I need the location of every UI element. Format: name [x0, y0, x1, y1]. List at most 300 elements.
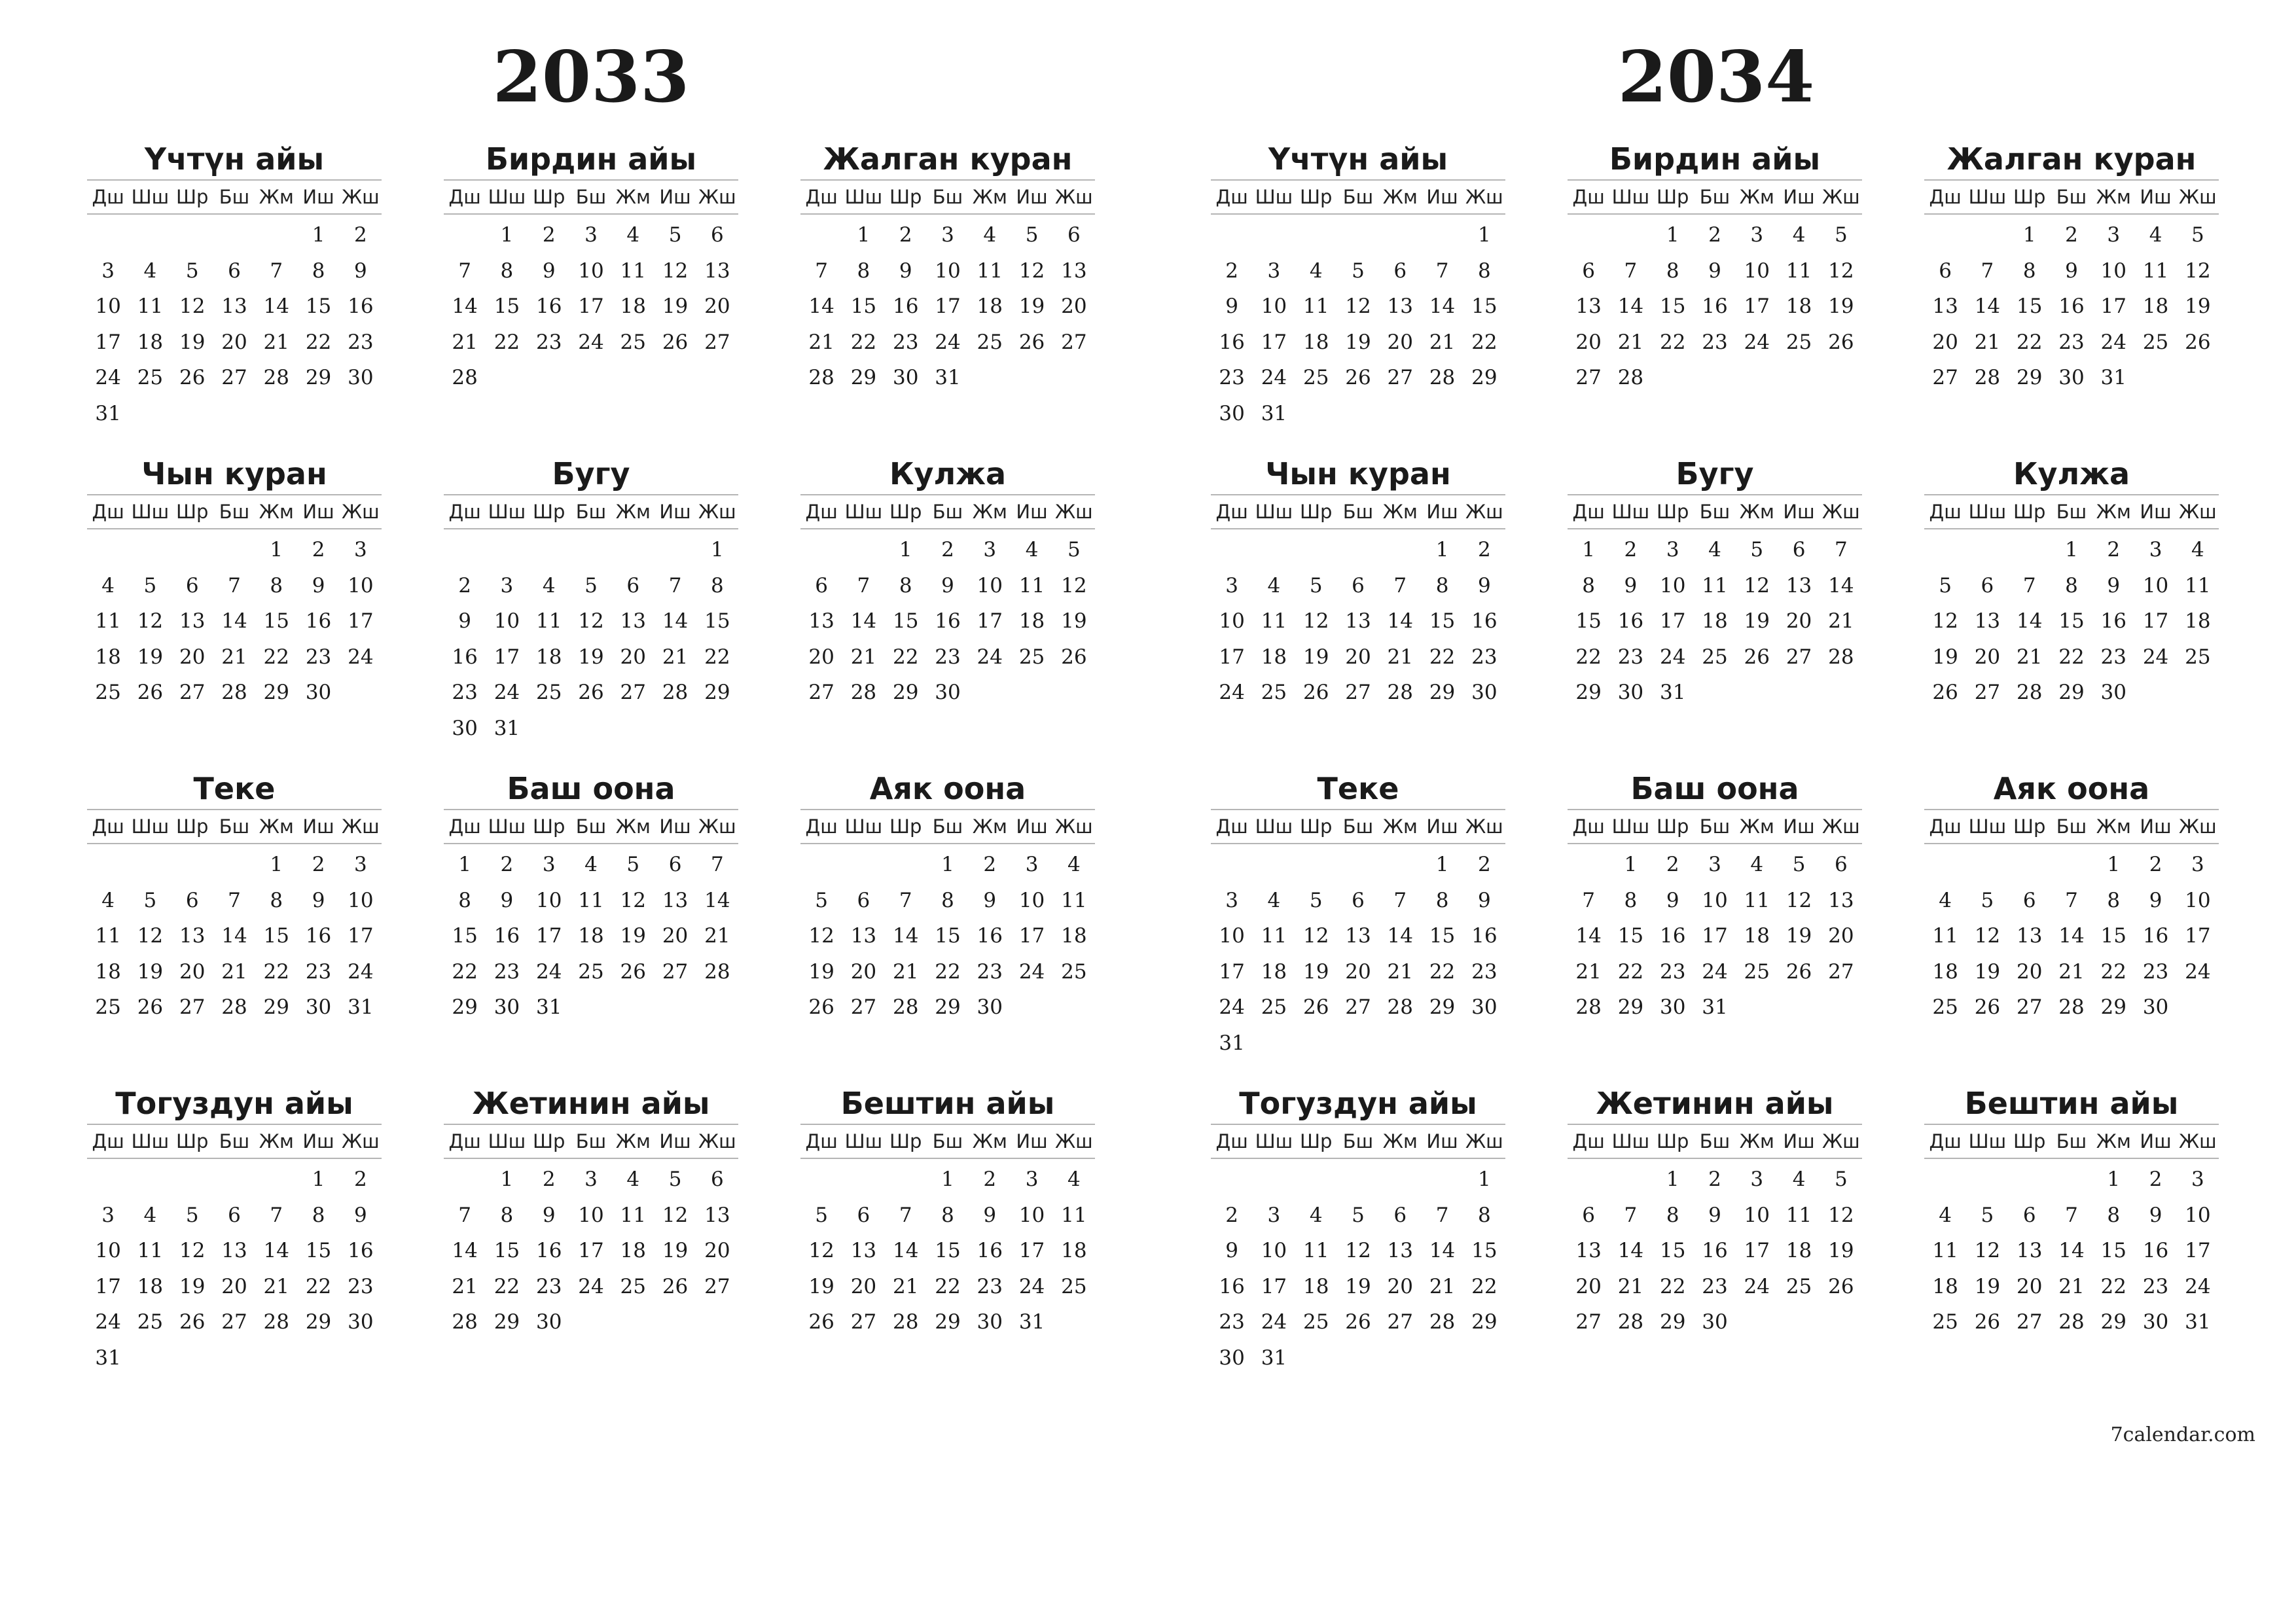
month-block	[1568, 768, 1862, 1026]
weekday-label: Жм	[2096, 186, 2131, 208]
day-cell: 17	[1659, 609, 1686, 633]
weekday-label: Иш	[302, 501, 334, 523]
weekday-label: Бш	[1699, 815, 1731, 838]
day-cell: 13	[704, 1203, 730, 1227]
day-cell: 2	[312, 853, 325, 876]
weekday-label: Шш	[1968, 1130, 2007, 1152]
day-cell: 13	[620, 609, 646, 633]
day-cell: 22	[1617, 959, 1644, 984]
day-cell: 2	[458, 573, 471, 597]
day-cell: 23	[348, 330, 374, 354]
day-cell: 6	[1792, 538, 1806, 562]
month-block	[444, 139, 738, 396]
day-cell: 22	[935, 959, 961, 984]
weekday-header	[1924, 179, 2219, 215]
day-cell: 29	[1659, 1310, 1686, 1334]
day-cell: 12	[1828, 259, 1854, 283]
day-cell: 12	[620, 888, 646, 912]
day-cell: 7	[1981, 259, 1994, 283]
empty-day-cell	[885, 1162, 927, 1198]
day-cell: 16	[1471, 609, 1498, 633]
day-cell: 31	[95, 401, 121, 425]
day-grid	[444, 217, 738, 396]
empty-day-cell	[444, 217, 486, 253]
day-cell: 14	[1974, 294, 2001, 318]
day-cell: 7	[1624, 259, 1638, 283]
day-cell: 9	[983, 888, 997, 912]
day-cell: 16	[1219, 1274, 1245, 1298]
day-cell: 28	[1575, 995, 1602, 1019]
weekday-label: Жш	[2178, 1130, 2217, 1152]
day-cell: 14	[1387, 609, 1413, 633]
weekday-label: Иш	[2140, 1130, 2172, 1152]
day-cell: 27	[620, 681, 646, 704]
day-cell: 21	[2058, 1274, 2085, 1298]
day-cell: 31	[348, 995, 374, 1019]
day-cell: 3	[353, 853, 367, 876]
day-cell: 8	[1624, 888, 1638, 912]
day-cell: 24	[2100, 330, 2126, 354]
day-cell: 18	[1261, 959, 1287, 984]
day-cell: 12	[137, 609, 164, 633]
day-cell: 1	[270, 853, 283, 876]
day-cell: 4	[1025, 538, 1039, 562]
day-cell: 5	[1939, 573, 1952, 597]
month-block	[1568, 454, 1862, 711]
day-cell: 19	[1932, 645, 1958, 669]
day-cell: 4	[983, 223, 997, 247]
day-cell: 17	[935, 294, 961, 318]
day-cell: 19	[1018, 294, 1045, 318]
day-cell: 4	[1750, 853, 1764, 876]
day-cell: 1	[1477, 223, 1491, 247]
day-cell: 24	[535, 959, 562, 984]
day-cell: 15	[452, 924, 478, 948]
day-cell: 20	[2016, 1274, 2043, 1298]
day-cell: 26	[2185, 330, 2211, 354]
day-grid	[1568, 847, 1862, 1026]
day-cell: 28	[1387, 995, 1413, 1019]
day-cell: 27	[1575, 366, 1602, 389]
weekday-label: Дш	[1572, 186, 1605, 208]
day-cell: 10	[1018, 888, 1045, 912]
day-cell: 11	[137, 1239, 164, 1262]
month-block	[1211, 768, 1505, 1061]
weekday-label: Жм	[972, 501, 1007, 523]
day-cell: 22	[305, 1274, 332, 1298]
empty-day-cell	[885, 847, 927, 883]
empty-day-cell	[1421, 217, 1463, 253]
weekday-label: Иш	[1426, 815, 1458, 838]
day-cell: 21	[2058, 959, 2085, 984]
weekday-label: Жш	[2178, 186, 2217, 208]
weekday-label: Жм	[1739, 186, 1774, 208]
day-cell: 18	[1302, 330, 1329, 354]
day-cell: 11	[977, 259, 1003, 283]
day-cell: 19	[578, 645, 604, 669]
day-cell: 3	[941, 223, 954, 247]
weekday-label: Жм	[972, 815, 1007, 838]
empty-day-cell	[1924, 1162, 1966, 1198]
weekday-label: Иш	[1426, 1130, 1458, 1152]
day-cell: 9	[2107, 573, 2121, 597]
day-cell: 28	[263, 1310, 289, 1334]
day-cell: 15	[263, 609, 289, 633]
day-cell: 2	[2149, 853, 2162, 876]
day-cell: 13	[808, 609, 834, 633]
empty-day-cell	[2009, 532, 2051, 568]
day-cell: 8	[941, 1203, 954, 1227]
month-title: Үчтүн айы	[1268, 141, 1448, 177]
empty-day-cell	[612, 532, 654, 568]
day-cell: 19	[808, 1274, 834, 1298]
weekday-label: Дш	[92, 501, 124, 523]
day-cell: 20	[221, 330, 247, 354]
day-cell: 4	[101, 888, 115, 912]
weekday-label: Шш	[131, 1130, 170, 1152]
day-cell: 6	[857, 888, 870, 912]
empty-day-cell	[1337, 847, 1379, 883]
day-cell: 6	[710, 223, 724, 247]
day-cell: 25	[1785, 1274, 1812, 1298]
weekday-label: Шр	[175, 815, 209, 838]
day-cell: 15	[1471, 294, 1498, 318]
day-cell: 8	[500, 1203, 514, 1227]
day-cell: 8	[1666, 1203, 1679, 1227]
day-cell: 19	[808, 959, 834, 984]
day-cell: 9	[1225, 294, 1238, 318]
day-cell: 9	[458, 609, 471, 633]
day-cell: 15	[2100, 1239, 2126, 1262]
day-cell: 30	[1219, 1346, 1245, 1370]
day-cell: 5	[1834, 223, 1848, 247]
weekday-label: Жм	[259, 815, 294, 838]
day-cell: 29	[493, 1310, 520, 1334]
day-cell: 12	[662, 259, 689, 283]
weekday-label: Жм	[615, 1130, 651, 1152]
day-cell: 27	[808, 681, 834, 704]
weekday-label: Бш	[575, 501, 607, 523]
day-cell: 23	[977, 959, 1003, 984]
day-cell: 31	[95, 1346, 121, 1370]
day-cell: 10	[348, 888, 374, 912]
day-cell: 8	[500, 259, 514, 283]
month-block	[1924, 139, 2219, 396]
day-cell: 20	[1061, 294, 1087, 318]
weekday-label: Шр	[175, 186, 209, 208]
day-cell: 20	[1345, 959, 1371, 984]
weekday-label: Шш	[1611, 1130, 1650, 1152]
day-cell: 30	[1659, 995, 1686, 1019]
empty-day-cell	[1966, 847, 2008, 883]
empty-day-cell	[842, 847, 884, 883]
weekday-label: Шш	[1968, 815, 2007, 838]
day-cell: 31	[1261, 1346, 1287, 1370]
day-cell: 24	[1018, 959, 1045, 984]
day-cell: 15	[493, 294, 520, 318]
day-cell: 9	[1624, 573, 1638, 597]
day-cell: 8	[1435, 888, 1449, 912]
day-cell: 9	[983, 1203, 997, 1227]
day-cell: 18	[1932, 1274, 1958, 1298]
day-cell: 4	[1708, 538, 1721, 562]
day-cell: 16	[892, 294, 919, 318]
weekday-label: Шш	[844, 501, 883, 523]
day-cell: 17	[1744, 294, 1770, 318]
day-cell: 30	[977, 995, 1003, 1019]
empty-day-cell	[1295, 847, 1337, 883]
day-cell: 18	[1785, 1239, 1812, 1262]
day-cell: 4	[143, 1203, 157, 1227]
day-grid	[444, 847, 738, 1026]
day-cell: 22	[493, 1274, 520, 1298]
day-cell: 9	[312, 573, 325, 597]
day-cell: 16	[493, 924, 520, 948]
weekday-label: Иш	[1783, 186, 1815, 208]
day-cell: 9	[542, 259, 556, 283]
weekday-label: Жш	[1054, 501, 1093, 523]
day-cell: 23	[535, 330, 562, 354]
day-cell: 30	[1702, 1310, 1728, 1334]
day-cell: 7	[228, 888, 241, 912]
day-cell: 28	[850, 681, 877, 704]
day-cell: 17	[1744, 1239, 1770, 1262]
day-cell: 5	[143, 573, 157, 597]
empty-day-cell	[171, 217, 213, 253]
day-cell: 15	[1659, 1239, 1686, 1262]
weekday-label: Шш	[1611, 186, 1650, 208]
weekday-label: Дш	[448, 186, 481, 208]
day-cell: 1	[1666, 1168, 1679, 1191]
day-cell: 31	[1659, 681, 1686, 704]
day-cell: 7	[2065, 888, 2078, 912]
day-cell: 30	[1471, 681, 1498, 704]
day-cell: 20	[1932, 330, 1958, 354]
day-cell: 4	[1067, 853, 1081, 876]
weekday-label: Шш	[1611, 815, 1650, 838]
day-cell: 1	[1477, 1168, 1491, 1191]
empty-day-cell	[800, 847, 842, 883]
day-cell: 23	[1219, 366, 1245, 389]
weekday-label: Шр	[175, 501, 209, 523]
day-cell: 18	[1744, 924, 1770, 948]
weekday-label: Жш	[698, 186, 736, 208]
weekday-label: Шр	[889, 501, 922, 523]
day-cell: 14	[221, 924, 247, 948]
day-cell: 7	[2022, 573, 2036, 597]
day-cell: 18	[1061, 924, 1087, 948]
day-cell: 7	[270, 1203, 283, 1227]
day-cell: 16	[2142, 924, 2169, 948]
empty-day-cell	[1609, 217, 1651, 253]
day-cell: 15	[305, 1239, 332, 1262]
weekday-label: Дш	[448, 1130, 481, 1152]
empty-day-cell	[1211, 532, 1253, 568]
day-cell: 11	[620, 259, 646, 283]
day-grid	[87, 847, 382, 1026]
day-cell: 17	[493, 645, 520, 669]
day-cell: 30	[305, 995, 332, 1019]
month-block	[1924, 1083, 2219, 1340]
weekday-label: Бш	[219, 815, 250, 838]
day-cell: 15	[263, 924, 289, 948]
day-cell: 9	[542, 1203, 556, 1227]
day-cell: 1	[500, 1168, 514, 1191]
weekday-label: Жш	[1465, 1130, 1503, 1152]
day-cell: 12	[1018, 259, 1045, 283]
day-cell: 14	[221, 609, 247, 633]
empty-day-cell	[1295, 532, 1337, 568]
weekday-label: Шш	[488, 1130, 526, 1152]
day-cell: 9	[2065, 259, 2078, 283]
day-cell: 3	[500, 573, 514, 597]
day-cell: 14	[892, 1239, 919, 1262]
weekday-label: Дш	[805, 1130, 838, 1152]
day-cell: 22	[263, 959, 289, 984]
day-cell: 25	[1785, 330, 1812, 354]
weekday-label: Жм	[259, 1130, 294, 1152]
day-cell: 24	[1018, 1274, 1045, 1298]
empty-day-cell	[87, 532, 129, 568]
day-cell: 14	[1617, 1239, 1644, 1262]
weekday-label: Шр	[1656, 815, 1689, 838]
day-cell: 24	[95, 366, 121, 389]
weekday-header	[444, 179, 738, 215]
day-cell: 16	[348, 294, 374, 318]
day-cell: 29	[305, 366, 332, 389]
day-cell: 4	[626, 1168, 640, 1191]
day-cell: 17	[1261, 330, 1287, 354]
weekday-label: Дш	[448, 815, 481, 838]
day-cell: 8	[270, 573, 283, 597]
day-cell: 21	[892, 959, 919, 984]
day-cell: 5	[185, 259, 199, 283]
weekday-label: Бш	[575, 186, 607, 208]
weekday-label: Шш	[1255, 1130, 1293, 1152]
day-cell: 26	[137, 995, 164, 1019]
empty-day-cell	[129, 532, 171, 568]
day-cell: 14	[1575, 924, 1602, 948]
day-cell: 4	[2149, 223, 2162, 247]
day-cell: 13	[1974, 609, 2001, 633]
day-grid	[800, 847, 1095, 1026]
day-cell: 8	[1666, 259, 1679, 283]
day-cell: 11	[1702, 573, 1728, 597]
day-cell: 11	[95, 609, 121, 633]
empty-day-cell	[1966, 1162, 2008, 1198]
month-title: Жетинин айы	[1596, 1086, 1834, 1121]
day-cell: 13	[1575, 294, 1602, 318]
day-cell: 29	[704, 681, 730, 704]
day-cell: 26	[808, 1310, 834, 1334]
day-cell: 6	[2022, 1203, 2036, 1227]
empty-day-cell	[87, 847, 129, 883]
weekday-label: Бш	[219, 1130, 250, 1152]
day-cell: 5	[815, 888, 828, 912]
day-cell: 21	[1429, 1274, 1456, 1298]
day-cell: 28	[452, 366, 478, 389]
weekday-label: Шр	[532, 1130, 565, 1152]
day-cell: 25	[1702, 645, 1728, 669]
day-cell: 10	[2185, 1203, 2211, 1227]
day-cell: 3	[2191, 1168, 2204, 1191]
day-cell: 28	[1429, 366, 1456, 389]
day-cell: 29	[1471, 366, 1498, 389]
day-cell: 27	[1387, 366, 1413, 389]
day-cell: 8	[1477, 1203, 1491, 1227]
day-cell: 26	[1974, 1310, 2001, 1334]
day-cell: 23	[305, 645, 332, 669]
day-cell: 26	[1302, 995, 1329, 1019]
empty-day-cell	[1924, 847, 1966, 883]
weekday-label: Дш	[1929, 186, 1962, 208]
day-cell: 14	[2016, 609, 2043, 633]
weekday-label: Бш	[932, 501, 963, 523]
day-cell: 7	[270, 259, 283, 283]
day-cell: 17	[1018, 924, 1045, 948]
day-cell: 6	[815, 573, 828, 597]
weekday-header	[1924, 809, 2219, 844]
weekday-header	[1924, 494, 2219, 529]
day-cell: 3	[584, 1168, 598, 1191]
day-cell: 28	[2058, 1310, 2085, 1334]
weekday-header	[444, 494, 738, 529]
weekday-label: Жм	[259, 501, 294, 523]
day-cell: 18	[1302, 1274, 1329, 1298]
day-cell: 9	[1477, 573, 1491, 597]
day-cell: 5	[668, 223, 682, 247]
day-cell: 17	[1219, 645, 1245, 669]
day-cell: 16	[2100, 609, 2126, 633]
day-cell: 7	[1393, 888, 1407, 912]
empty-day-cell	[1966, 532, 2008, 568]
day-grid	[1568, 1162, 1862, 1340]
day-cell: 13	[179, 609, 206, 633]
day-cell: 24	[2142, 645, 2169, 669]
empty-day-cell	[1295, 1162, 1337, 1198]
month-title: Жалган куран	[823, 141, 1073, 177]
empty-day-cell	[129, 217, 171, 253]
weekday-label: Жм	[615, 815, 651, 838]
day-cell: 29	[935, 1310, 961, 1334]
day-cell: 20	[704, 294, 730, 318]
day-cell: 10	[1261, 294, 1287, 318]
day-cell: 14	[704, 888, 730, 912]
weekday-label: Шр	[2013, 186, 2046, 208]
weekday-header	[87, 809, 382, 844]
day-cell: 30	[892, 366, 919, 389]
weekday-label: Бш	[2056, 186, 2087, 208]
day-cell: 9	[2149, 1203, 2162, 1227]
day-cell: 12	[179, 1239, 206, 1262]
day-cell: 29	[263, 995, 289, 1019]
day-cell: 11	[95, 924, 121, 948]
weekday-label: Дш	[1215, 815, 1248, 838]
day-cell: 14	[263, 294, 289, 318]
day-cell: 8	[2107, 888, 2121, 912]
day-cell: 30	[452, 716, 478, 740]
day-cell: 7	[458, 1203, 471, 1227]
day-cell: 16	[977, 924, 1003, 948]
day-cell: 8	[941, 888, 954, 912]
day-cell: 30	[1617, 681, 1644, 704]
day-cell: 12	[1345, 1239, 1371, 1262]
day-cell: 3	[1708, 853, 1721, 876]
day-cell: 21	[452, 1274, 478, 1298]
day-cell: 7	[668, 573, 682, 597]
day-cell: 21	[1974, 330, 2001, 354]
day-cell: 10	[1744, 1203, 1770, 1227]
